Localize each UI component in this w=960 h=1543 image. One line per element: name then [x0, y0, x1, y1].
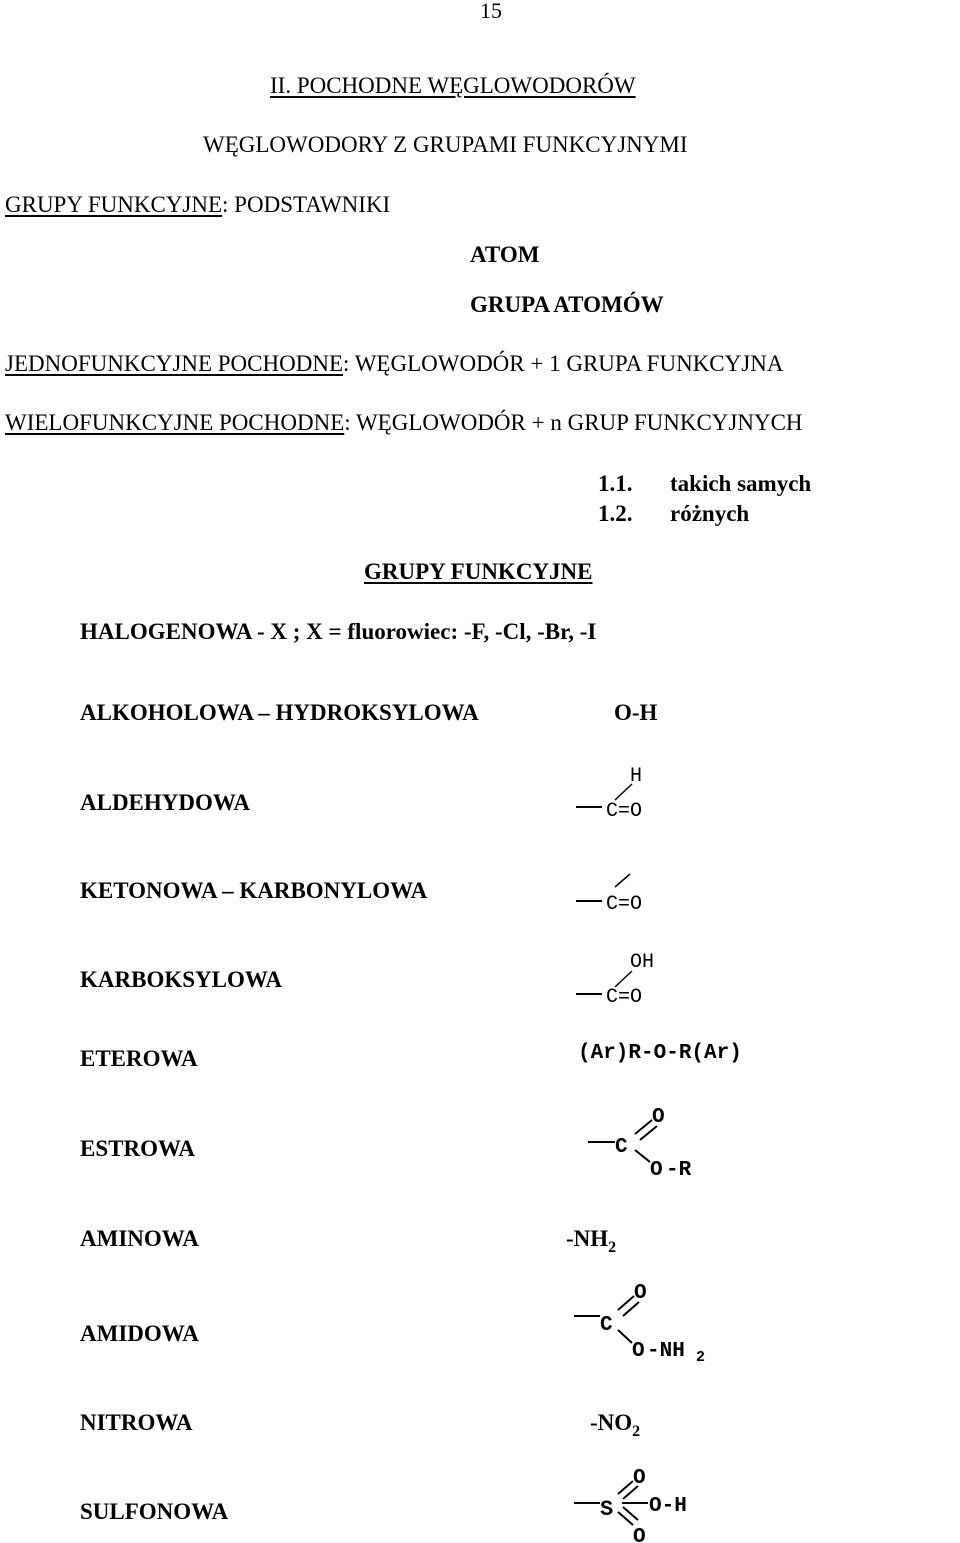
ketone-co: C=O — [606, 893, 643, 916]
sub2-text: różnych — [670, 501, 750, 526]
ester-c: C — [615, 1136, 628, 1159]
aldehyde-structure — [570, 758, 690, 828]
amide-structure — [570, 1283, 720, 1368]
ketone-structure — [570, 865, 690, 920]
atom-label: ATOM — [470, 242, 540, 267]
ether-group: ETEROWA — [80, 1046, 198, 1071]
carboxyl-group: KARBOKSYLOWA — [80, 967, 282, 992]
ketone-group: KETONOWA – KARBONYLOWA — [80, 878, 428, 903]
amide-o-top: O — [634, 1282, 647, 1305]
sulfon-o-top: O — [633, 1467, 646, 1490]
amine-formula-main: -NH — [566, 1226, 609, 1251]
alcohol-formula: O-H — [614, 700, 658, 725]
sulfon-structure — [570, 1465, 710, 1543]
nitro-group: NITROWA — [80, 1410, 193, 1435]
mono-rest: : WĘGLOWODÓR + 1 GRUPA FUNKCYJNA — [343, 351, 784, 376]
aldehyde-co: C=O — [606, 800, 643, 823]
mono-label: JEDNOFUNKCYJNE POCHODNE — [5, 351, 343, 376]
alcohol-group: ALKOHOLOWA – HYDROKSYLOWA — [80, 700, 479, 725]
ester-group: ESTROWA — [80, 1136, 196, 1161]
ester-r: -R — [666, 1159, 692, 1182]
poly-definition — [5, 411, 803, 434]
amine-formula — [566, 1226, 617, 1256]
ester-o-top: O — [652, 1106, 665, 1129]
gf-definition — [5, 193, 390, 216]
sulfon-s: S — [600, 1497, 614, 1522]
page-number: 15 — [480, 0, 502, 23]
carboxyl-structure — [570, 945, 700, 1015]
amide-c: C — [600, 1314, 613, 1337]
ester-o-bottom: O — [650, 1159, 663, 1182]
section-subtitle: WĘGLOWODORY Z GRUPAMI FUNKCYJNYMI — [203, 132, 688, 157]
nitro-formula-sub: 2 — [632, 1423, 641, 1440]
poly-rest: : WĘGLOWODÓR + n GRUP FUNKCYJNYCH — [344, 410, 803, 435]
carboxyl-oh: OH — [630, 951, 655, 974]
ester-structure — [580, 1100, 720, 1185]
sub1-number: 1.1. — [598, 471, 633, 496]
gf-label: GRUPY FUNKCYJNE — [5, 192, 223, 217]
grupa-atomow-label: GRUPA ATOMÓW — [470, 292, 664, 317]
groups-section-title: GRUPY FUNKCYJNE — [364, 559, 593, 584]
aldehyde-h: H — [630, 765, 643, 788]
amide-nh-sub: 2 — [696, 1349, 706, 1366]
halogen-group: HALOGENOWA - X ; X = fluorowiec: -F, -Cl, -Br, -I — [80, 619, 597, 644]
ether-formula: (Ar)R-O-R(Ar) — [578, 1042, 742, 1065]
carboxyl-co: C=O — [606, 986, 643, 1009]
sub2-number: 1.2. — [598, 501, 633, 526]
sub1-text: takich samych — [670, 471, 812, 496]
aldehyde-group: ALDEHYDOWA — [80, 790, 250, 815]
amide-group: AMIDOWA — [80, 1321, 199, 1346]
amide-o-bottom: O — [632, 1340, 645, 1363]
nitro-formula-main: -NO — [590, 1410, 633, 1435]
poly-label: WIELOFUNKCYJNE POCHODNE — [5, 410, 345, 435]
sulfon-o-bottom: O — [633, 1526, 646, 1543]
mono-definition — [5, 352, 783, 375]
sulfon-oh: O-H — [649, 1495, 687, 1518]
amide-nh: -NH — [647, 1340, 685, 1363]
gf-rest: : PODSTAWNIKI — [222, 192, 391, 217]
sulfon-group: SULFONOWA — [80, 1499, 229, 1524]
nitro-formula — [590, 1410, 641, 1440]
chapter-title: II. POCHODNE WĘGLOWODORÓW — [270, 73, 636, 98]
amine-formula-sub: 2 — [608, 1239, 617, 1256]
amine-group: AMINOWA — [80, 1226, 199, 1251]
